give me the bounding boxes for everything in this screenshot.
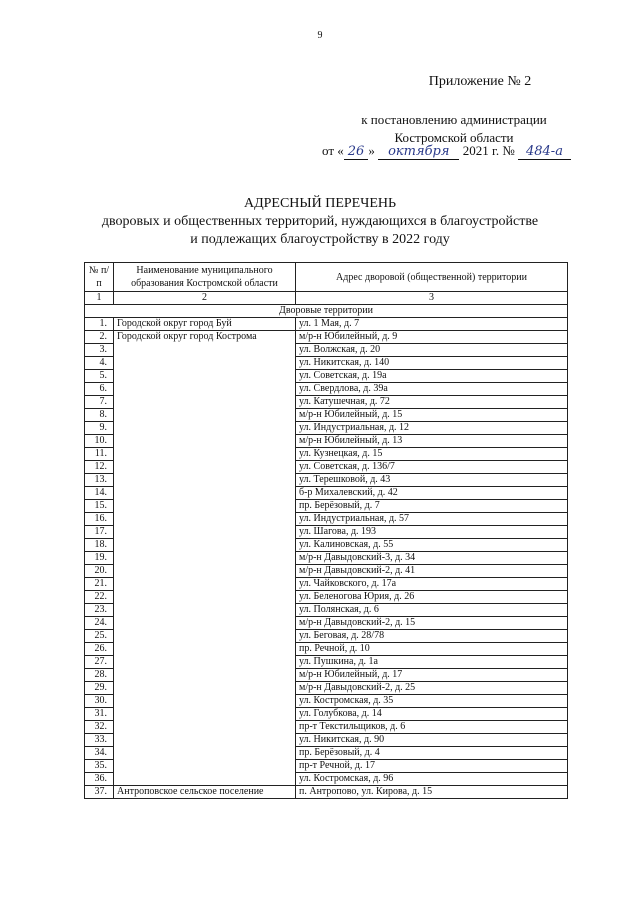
row-address: ул. Беговая, д. 28/78	[296, 630, 568, 643]
row-address: м/р-н Давыдовский-2, д. 15	[296, 617, 568, 630]
page-number: 9	[317, 30, 323, 41]
row-number: 23.	[85, 604, 114, 617]
address-table	[84, 262, 568, 799]
row-number: 1.	[85, 318, 114, 331]
row-address: м/р-н Давыдовский-2, д. 41	[296, 565, 568, 578]
date-year: 2021 г. №	[462, 143, 515, 158]
row-number: 14.	[85, 487, 114, 500]
row-address: ул. Никитская, д. 140	[296, 357, 568, 370]
row-number: 18.	[85, 539, 114, 552]
date-day-handwritten: 26	[344, 144, 369, 160]
row-number: 29.	[85, 682, 114, 695]
row-address: ул. Полянская, д. 6	[296, 604, 568, 617]
header-municipality: Наименование муниципального образования Костромской области	[114, 263, 296, 292]
index-cell: 2	[114, 292, 296, 305]
row-number: 4.	[85, 357, 114, 370]
row-number: 19.	[85, 552, 114, 565]
row-address: ул. Катушечная, д. 72	[296, 396, 568, 409]
row-address: п. Антропово, ул. Кирова, д. 15	[296, 786, 568, 799]
row-number: 5.	[85, 370, 114, 383]
row-address: ул. Беленогова Юрия, д. 26	[296, 591, 568, 604]
row-address: пр-т Текстильщиков, д. 6	[296, 721, 568, 734]
row-address: м/р-н Юбилейный, д. 13	[296, 435, 568, 448]
row-number: 10.	[85, 435, 114, 448]
row-address: пр. Берёзовый, д. 4	[296, 747, 568, 760]
appendix-date-line	[322, 143, 571, 159]
row-number: 24.	[85, 617, 114, 630]
row-municipality: Антроповское сельское поселение	[114, 786, 296, 799]
row-number: 17.	[85, 526, 114, 539]
row-address: ул. Индустриальная, д. 12	[296, 422, 568, 435]
appendix-title: Приложение № 2	[428, 74, 532, 89]
row-address: ул. Терешковой, д. 43	[296, 474, 568, 487]
row-address: ул. Голубкова, д. 14	[296, 708, 568, 721]
row-address: ул. Индустриальная, д. 57	[296, 513, 568, 526]
date-mid: »	[368, 143, 375, 158]
row-address: ул. Чайковского, д. 17а	[296, 578, 568, 591]
row-number: 28.	[85, 669, 114, 682]
section-row	[85, 305, 568, 318]
row-address: ул. Костромская, д. 96	[296, 773, 568, 786]
row-address: ул. Никитская, д. 90	[296, 734, 568, 747]
index-cell: 1	[85, 292, 114, 305]
row-number: 25.	[85, 630, 114, 643]
row-number: 30.	[85, 695, 114, 708]
row-address: б-р Михалевский, д. 42	[296, 487, 568, 500]
row-number: 27.	[85, 656, 114, 669]
row-number: 21.	[85, 578, 114, 591]
row-number: 34.	[85, 747, 114, 760]
row-number: 11.	[85, 448, 114, 461]
section-title: Дворовые территории	[85, 305, 568, 318]
appendix-line-1: к постановлению администрации	[361, 112, 547, 127]
row-municipality: Городской округ город Кострома	[114, 331, 296, 786]
row-number: 2.	[85, 331, 114, 344]
row-address: м/р-н Юбилейный, д. 17	[296, 669, 568, 682]
row-number: 37.	[85, 786, 114, 799]
index-cell: 3	[296, 292, 568, 305]
row-address: ул. 1 Мая, д. 7	[296, 318, 568, 331]
appendix-line-2: Костромской области	[394, 130, 514, 145]
document-title: АДРЕСНЫЙ ПЕРЕЧЕНЬ	[243, 196, 397, 211]
row-number: 26.	[85, 643, 114, 656]
table-row	[85, 331, 568, 344]
document-subtitle-line-1: дворовых и общественных территорий, нуждающихся в благоустройстве	[101, 214, 539, 229]
row-number: 9.	[85, 422, 114, 435]
table-header-row	[85, 263, 568, 292]
row-address: ул. Костромская, д. 35	[296, 695, 568, 708]
row-number: 32.	[85, 721, 114, 734]
row-address: м/р-н Давыдовский-2, д. 25	[296, 682, 568, 695]
document-subtitle-line-2: и подлежащих благоустройству в 2022 году	[190, 232, 450, 247]
row-number: 31.	[85, 708, 114, 721]
table-row	[85, 786, 568, 799]
row-address: ул. Свердлова, д. 39а	[296, 383, 568, 396]
row-address: ул. Советская, д. 136/7	[296, 461, 568, 474]
row-address: м/р-н Юбилейный, д. 15	[296, 409, 568, 422]
row-number: 35.	[85, 760, 114, 773]
date-prefix: от «	[322, 143, 344, 158]
row-number: 12.	[85, 461, 114, 474]
row-number: 20.	[85, 565, 114, 578]
row-address: ул. Советская, д. 19а	[296, 370, 568, 383]
row-address: пр-т Речной, д. 17	[296, 760, 568, 773]
row-number: 16.	[85, 513, 114, 526]
row-number: 36.	[85, 773, 114, 786]
row-number: 8.	[85, 409, 114, 422]
row-address: м/р-н Давыдовский-3, д. 34	[296, 552, 568, 565]
table-row	[85, 318, 568, 331]
row-number: 22.	[85, 591, 114, 604]
row-address: пр. Речной, д. 10	[296, 643, 568, 656]
index-row	[85, 292, 568, 305]
row-address: пр. Берёзовый, д. 7	[296, 500, 568, 513]
row-number: 15.	[85, 500, 114, 513]
date-month-handwritten: октября	[378, 144, 459, 160]
date-number-handwritten: 484-а	[518, 144, 571, 160]
row-address: ул. Пушкина, д. 1а	[296, 656, 568, 669]
header-address: Адрес дворовой (общественной) территории	[296, 263, 568, 292]
row-municipality: Городской округ город Буй	[114, 318, 296, 331]
row-address: м/р-н Юбилейный, д. 9	[296, 331, 568, 344]
row-address: ул. Волжская, д. 20	[296, 344, 568, 357]
row-number: 6.	[85, 383, 114, 396]
row-address: ул. Кузнецкая, д. 15	[296, 448, 568, 461]
header-number: № п/п	[85, 263, 114, 292]
row-address: ул. Шагова, д. 193	[296, 526, 568, 539]
row-number: 33.	[85, 734, 114, 747]
row-number: 3.	[85, 344, 114, 357]
row-number: 7.	[85, 396, 114, 409]
row-address: ул. Калиновская, д. 55	[296, 539, 568, 552]
row-number: 13.	[85, 474, 114, 487]
